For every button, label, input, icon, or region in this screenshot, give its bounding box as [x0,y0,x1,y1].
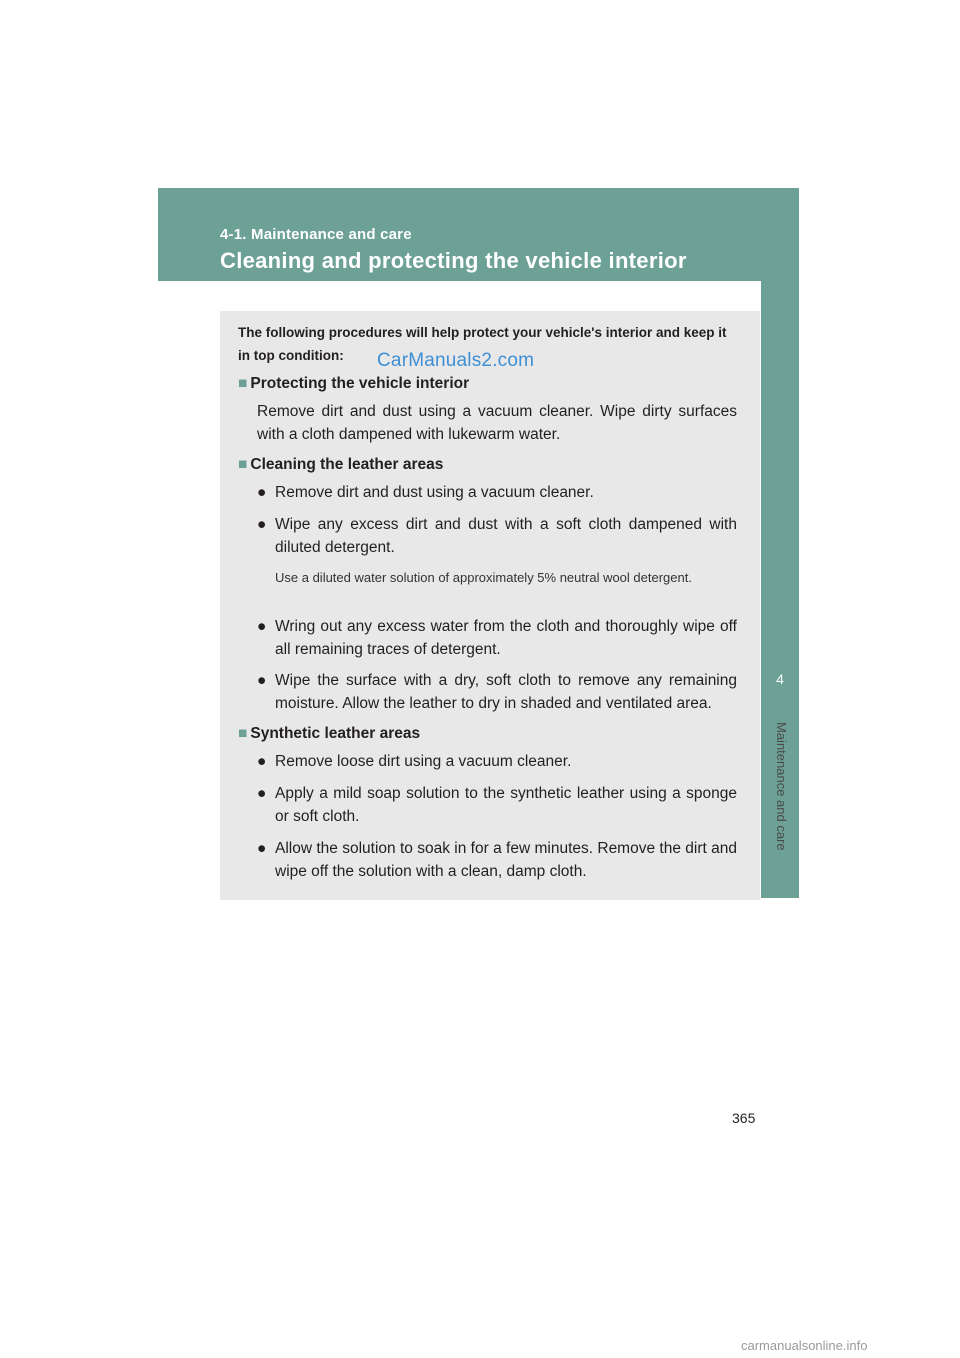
list-item-text: Apply a mild soap solution to the synthetic leather using a sponge or soft cloth. [275,785,737,825]
square-bullet-icon: ■ [238,375,248,392]
round-bullet-icon: ● [257,672,267,689]
list-item [257,837,737,883]
section-heading-leather [238,456,443,474]
watermark: CarManuals2.com [377,350,535,371]
list-item [257,513,737,559]
section-label: 4-1. Maintenance and care [220,226,412,243]
section-heading-protecting [238,375,469,393]
round-bullet-icon: ● [257,753,267,770]
section-heading-synthetic [238,725,420,743]
list-item [257,750,737,773]
list-item [257,782,737,828]
chapter-number: 4 [776,671,784,687]
section-heading-text: Cleaning the leather areas [250,456,444,473]
list-item-text: Remove loose dirt using a vacuum cleaner. [275,753,572,770]
list-item-text: Wipe any excess dirt and dust with a soft cloth dampened with diluted detergent. [275,516,737,556]
chapter-label: Maintenance and care [774,722,789,851]
header-band [158,188,799,281]
content-panel [220,311,760,900]
list-item [257,669,737,715]
list-item [257,615,737,661]
footer-link[interactable]: carmanualsonline.info [741,1338,868,1353]
section-heading-text: Synthetic leather areas [250,725,421,742]
round-bullet-icon: ● [257,840,267,857]
round-bullet-icon: ● [257,516,267,533]
list-item [257,481,737,504]
intro-text: The following procedures will help protect your vehicle's interior and keep it in top condition: [238,325,727,363]
square-bullet-icon: ■ [238,456,248,473]
list-item-text: Wring out any excess water from the cloth and thoroughly wipe off all remaining traces of detergent. [275,618,737,658]
page-title: Cleaning and protecting the vehicle interior [220,248,687,273]
round-bullet-icon: ● [257,484,267,501]
section-heading-text: Protecting the vehicle interior [250,375,470,392]
page-number: 365 [732,1110,756,1126]
list-item-text: Remove dirt and dust using a vacuum cleaner. [275,484,594,501]
list-item-text: Allow the solution to soak in for a few minutes. Remove the dirt and wipe off the solution with a clean, damp cloth. [275,840,737,880]
list-item-text: Wipe the surface with a dry, soft cloth to remove any remaining moisture. Allow the leather to dry in shaded and ventilated area. [275,672,737,712]
round-bullet-icon: ● [257,618,267,635]
round-bullet-icon: ● [257,785,267,802]
section-paragraph: Remove dirt and dust using a vacuum cleaner. Wipe dirty surfaces with a cloth dampened with lukewarm water. [257,403,737,443]
detergent-note: Use a diluted water solution of approximately 5% neutral wool detergent. [275,570,692,585]
square-bullet-icon: ■ [238,725,248,742]
